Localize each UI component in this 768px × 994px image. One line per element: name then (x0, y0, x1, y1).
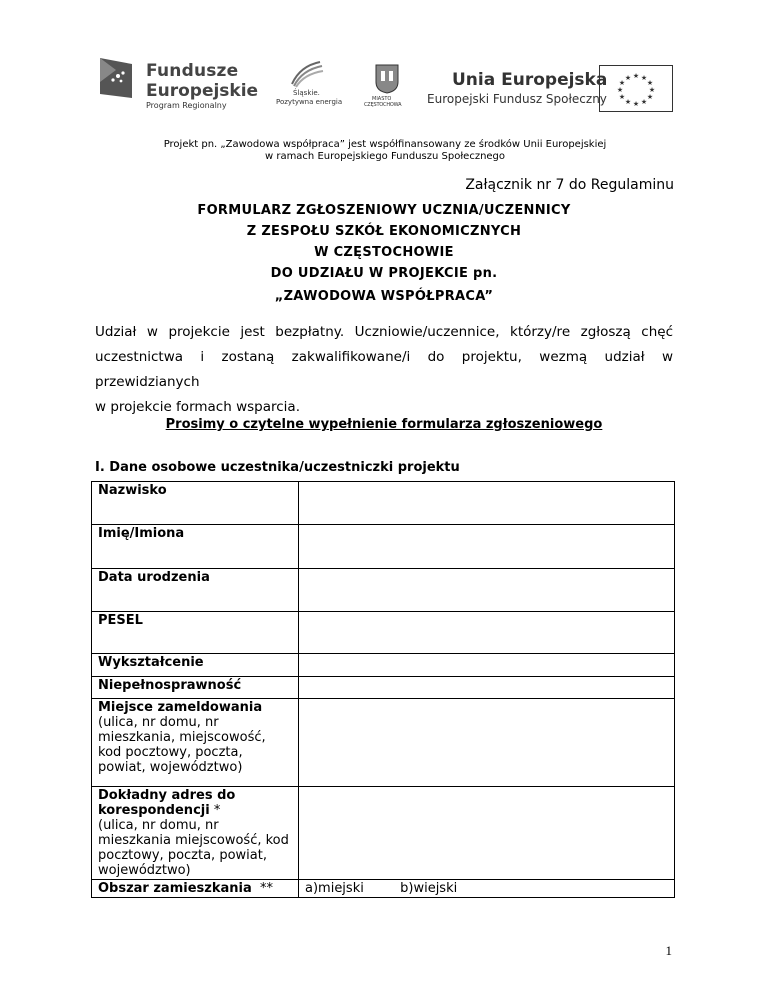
firstname-label: Imię/Imiona (92, 525, 299, 569)
title-line-2: Z ZESPOŁU SZKÓŁ EKONOMICZNYCH (246, 224, 522, 239)
svg-text:★: ★ (624, 98, 632, 106)
birthdate-field[interactable] (299, 569, 675, 612)
title-line-5: „ZAWODOWA WSPÓŁPRACA” (274, 289, 494, 304)
czestochowa-logo (366, 62, 406, 110)
area-option-urban[interactable]: a)miejski (305, 881, 364, 896)
pozytywna-energia-text: Pozytywna energia (276, 98, 343, 106)
correspondence-title: Dokładny adres do korespondencji (98, 788, 236, 818)
eu-flag (599, 65, 673, 112)
svg-text:★: ★ (632, 72, 640, 80)
table-row (92, 482, 675, 525)
svg-text:★: ★ (618, 79, 626, 87)
birthdate-label: Data urodzenia (92, 569, 299, 612)
section-title: I. Dane osobowe uczestnika/uczestniczki projektu (95, 460, 460, 475)
area-title: Obszar zamieszkania (98, 881, 252, 896)
czestochowa-crest-icon (375, 64, 399, 94)
title-line-4: DO UDZIAŁU W PROJEKCIE pn. (270, 266, 498, 281)
fill-instruction: Prosimy o czytelne wypełnienie formularza zgłoszeniowego (165, 417, 603, 432)
correspondence-star: * (209, 803, 221, 818)
disability-field[interactable] (299, 677, 675, 699)
czestochowa-text: CZĘSTOCHOWA (364, 102, 402, 108)
page-number: 1 (665, 943, 672, 958)
correspondence-desc: (ulica, nr domu, nr mieszkania miejscowość, kod pocztowy, poczta, powiat, województwo) (98, 818, 289, 878)
intro-line-2: w ramach Europejskiego Funduszu Społecznego (264, 151, 506, 162)
miasto-text: MIASTO (372, 96, 392, 102)
paragraph-line-2: uczestnictwa i zostaną zakwalifikowane/i do projektu, wezmą udział w przewidzianych (95, 349, 673, 390)
residence-title: Miejsce zameldowania (98, 700, 263, 715)
table-row (92, 699, 675, 787)
fundusze-europejskie-logo (96, 56, 259, 114)
svg-text:★: ★ (648, 86, 656, 94)
annex-label: Załącznik nr 7 do Regulaminu (465, 177, 674, 193)
table-row (92, 787, 675, 880)
disability-label: Niepełnosprawność (92, 677, 299, 699)
table-row (92, 612, 675, 654)
correspondence-field[interactable] (299, 787, 675, 880)
svg-text:★: ★ (616, 86, 624, 94)
pesel-field[interactable] (299, 612, 675, 654)
slaskie-waves-icon (290, 60, 324, 88)
education-field[interactable] (299, 654, 675, 677)
residence-label (92, 699, 299, 787)
area-option-rural[interactable]: b)wiejski (400, 881, 458, 896)
table-row (92, 654, 675, 677)
pesel-label: PESEL (92, 612, 299, 654)
europejskie-text: Europejskie (146, 81, 259, 101)
surname-field[interactable] (299, 482, 675, 525)
firstname-field[interactable] (299, 525, 675, 569)
table-row (92, 525, 675, 569)
paragraph-line-3: w projekcie formach wsparcia. (95, 399, 300, 415)
svg-text:★: ★ (646, 93, 654, 101)
svg-text:★: ★ (624, 74, 632, 82)
table-row (92, 677, 675, 699)
residence-field[interactable] (299, 699, 675, 787)
slaskie-logo (276, 60, 346, 110)
table-row (92, 880, 675, 898)
slaskie-text: Śląskie. (293, 89, 320, 97)
unia-europejska-text: Unia Europejska (452, 70, 608, 90)
education-label: Wykształcenie (92, 654, 299, 677)
fundusze-text: Fundusze (146, 61, 239, 81)
area-star: ** (251, 881, 273, 896)
svg-text:★: ★ (632, 100, 640, 108)
svg-text:★: ★ (640, 98, 648, 106)
fundusze-europejskie-mark-icon (96, 56, 136, 100)
intro-line-1: Projekt pn. „Zawodowa współpraca” jest współfinansowany ze środków Unii Europejskiej (163, 139, 607, 150)
title-line-3: W CZĘSTOCHOWIE (314, 245, 454, 260)
svg-text:★: ★ (646, 79, 654, 87)
title-line-1: FORMULARZ ZGŁOSZENIOWY UCZNIA/UCZENNICY (197, 203, 571, 218)
efs-text: Europejski Fundusz Społeczny (427, 92, 607, 106)
svg-text:★: ★ (640, 74, 648, 82)
paragraph-line-1: Udział w projekcie jest bezpłatny. Uczniowie/uczennice, którzy/re zgłoszą chęć (95, 324, 673, 340)
correspondence-label (92, 787, 299, 880)
residence-desc: (ulica, nr domu, nr mieszkania, miejscowość, kod pocztowy, poczta, powiat, województwo) (98, 715, 266, 775)
area-field (299, 880, 675, 898)
surname-label: Nazwisko (92, 482, 299, 525)
area-label (92, 880, 299, 898)
personal-data-table (91, 481, 675, 898)
svg-text:★: ★ (618, 93, 626, 101)
program-regionalny-text: Program Regionalny (146, 101, 227, 110)
eu-stars-icon (600, 66, 672, 111)
paragraph (95, 320, 673, 420)
table-row (92, 569, 675, 612)
